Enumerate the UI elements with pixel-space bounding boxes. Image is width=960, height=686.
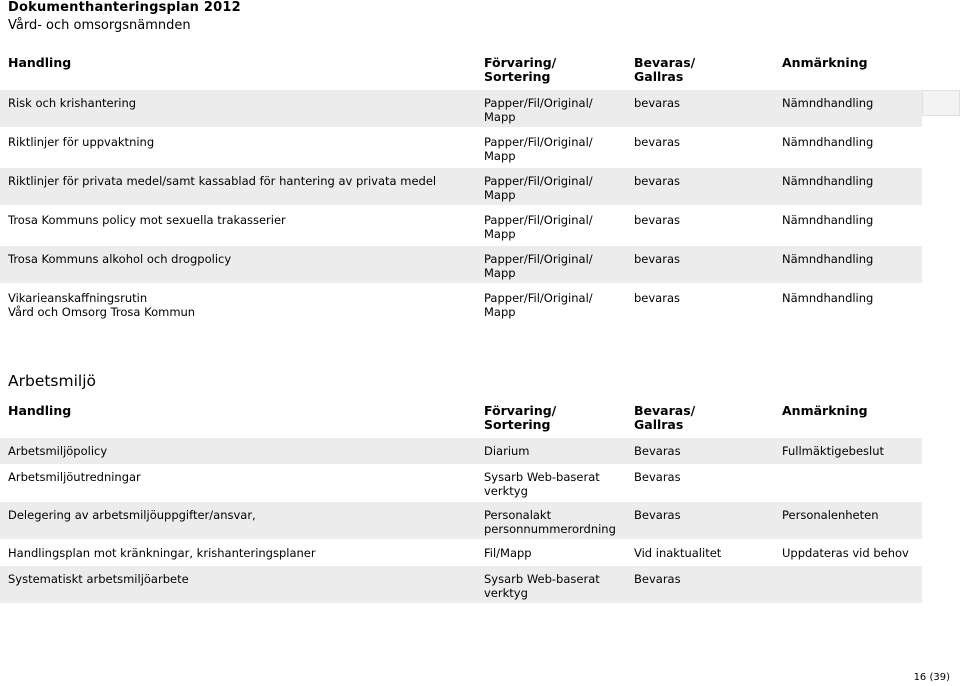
- cell-forvaring: Sysarb Web-baserat verktyg: [484, 572, 600, 600]
- cell-bevaras: Bevaras: [634, 508, 681, 522]
- page-number: 16 (39): [913, 672, 950, 683]
- table-row: [0, 168, 922, 205]
- column-header-handling: Handling: [8, 403, 72, 418]
- cell-forvaring: Papper/Fil/Original/ Mapp: [484, 252, 593, 280]
- cell-anmarkning: Nämndhandling: [782, 174, 874, 188]
- cell-forvaring: Fil/Mapp: [484, 546, 532, 560]
- cell-bevaras: bevaras: [634, 252, 680, 266]
- cell-anmarkning: Nämndhandling: [782, 291, 874, 305]
- column-header-anmarkning: Anmärkning: [782, 55, 868, 70]
- column-header-forvaring: Förvaring/ Sortering: [484, 403, 557, 432]
- document-header: [0, 0, 960, 40]
- table-row: [0, 566, 922, 603]
- cell-handling: Delegering av arbetsmiljöuppgifter/ansvar,: [8, 508, 256, 522]
- cell-handling: Arbetsmiljöutredningar: [8, 470, 141, 484]
- section-heading: Arbetsmiljö: [8, 372, 97, 390]
- cell-handling: Systematiskt arbetsmiljöarbete: [8, 572, 189, 586]
- column-header-bevaras: Bevaras/ Gallras: [634, 55, 696, 84]
- cell-handling: Riktlinjer för uppvaktning: [8, 135, 155, 149]
- document-title: Dokumenthanteringsplan 2012: [8, 0, 241, 15]
- cell-forvaring: Papper/Fil/Original/ Mapp: [484, 96, 593, 124]
- cell-anmarkning: Nämndhandling: [782, 213, 874, 227]
- cell-forvaring: Personalakt personnummerordning: [484, 508, 616, 536]
- cell-forvaring: Papper/Fil/Original/ Mapp: [484, 291, 593, 319]
- cell-bevaras: Vid inaktualitet: [634, 546, 722, 560]
- cell-anmarkning: Personalenheten: [782, 508, 879, 522]
- column-header-anmarkning: Anmärkning: [782, 403, 868, 418]
- margin-box: [922, 90, 960, 116]
- table-row: [0, 246, 922, 283]
- table-row: [0, 438, 922, 464]
- cell-forvaring: Papper/Fil/Original/ Mapp: [484, 213, 593, 241]
- cell-handling: Trosa Kommuns policy mot sexuella trakasserier: [8, 213, 286, 227]
- cell-bevaras: bevaras: [634, 291, 680, 305]
- cell-bevaras: bevaras: [634, 213, 680, 227]
- cell-handling: Risk och krishantering: [8, 96, 137, 110]
- cell-anmarkning: Fullmäktigebeslut: [782, 444, 885, 458]
- table-row: [0, 207, 922, 244]
- table-header: [0, 56, 960, 90]
- cell-handling: Riktlinjer för privata medel/samt kassablad för hantering av privata medel: [8, 174, 437, 188]
- cell-anmarkning: Nämndhandling: [782, 252, 874, 266]
- column-header-forvaring: Förvaring/ Sortering: [484, 55, 557, 84]
- table-row: [0, 129, 922, 166]
- cell-handling: Handlingsplan mot kränkningar, krishanteringsplaner: [8, 546, 316, 560]
- cell-forvaring: Papper/Fil/Original/ Mapp: [484, 135, 593, 163]
- cell-anmarkning: Uppdateras vid behov: [782, 546, 909, 560]
- column-header-handling: Handling: [8, 55, 72, 70]
- cell-forvaring: Diarium: [484, 444, 530, 458]
- table-row: [0, 90, 922, 127]
- cell-bevaras: bevaras: [634, 135, 680, 149]
- cell-bevaras: Bevaras: [634, 470, 681, 484]
- table-row: [0, 285, 922, 322]
- cell-forvaring: Sysarb Web-baserat verktyg: [484, 470, 600, 498]
- cell-bevaras: Bevaras: [634, 572, 681, 586]
- column-header-bevaras: Bevaras/ Gallras: [634, 403, 696, 432]
- cell-anmarkning: Nämndhandling: [782, 135, 874, 149]
- cell-handling: Vikarieanskaffningsrutin Vård och Omsorg Trosa Kommun: [8, 291, 196, 319]
- table-row: [0, 502, 922, 539]
- cell-anmarkning: Nämndhandling: [782, 96, 874, 110]
- cell-bevaras: bevaras: [634, 96, 680, 110]
- cell-forvaring: Papper/Fil/Original/ Mapp: [484, 174, 593, 202]
- document-subtitle: Vård- och omsorgsnämnden: [8, 18, 191, 33]
- cell-bevaras: Bevaras: [634, 444, 681, 458]
- cell-handling: Trosa Kommuns alkohol och drogpolicy: [8, 252, 232, 266]
- table-row: [0, 464, 922, 501]
- table-header: [0, 404, 960, 438]
- table-row: [0, 540, 922, 566]
- cell-handling: Arbetsmiljöpolicy: [8, 444, 108, 458]
- cell-bevaras: bevaras: [634, 174, 680, 188]
